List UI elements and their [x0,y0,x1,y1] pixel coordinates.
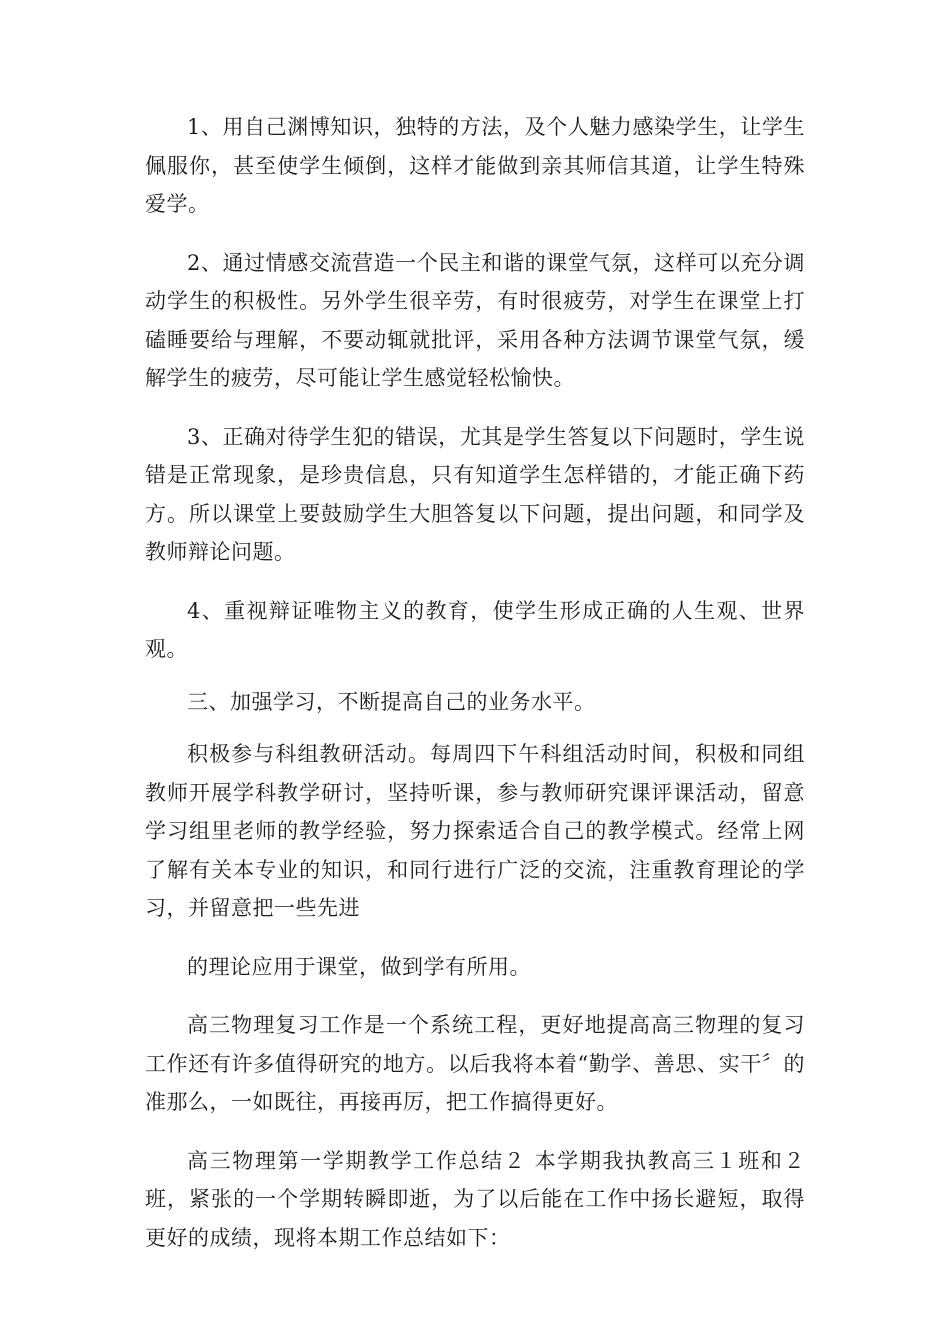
paragraph-7: 高三物理复习工作是一个系统工程，更好地提高高三物理的复习工作还有许多值得研究的地方。以后我将本着“勤学、善思、实干〞的准那么，一如既往，再接再厉，把工作搞得更好。 [145,1013,805,1114]
paragraph-3: 3、正确对待学生犯的错误，尤其是学生答复以下问题时，学生说错是正常现象，是珍贵信息，只有知道学生怎样错的，才能正确下药方。所以课堂上要鼓励学生大胆答复以下问题，提出问题，和同学及教师辩论问题。 [145,424,805,564]
paragraph-8: 高三物理第一学期教学工作总结２ 本学期我执教高三１班和２班，紧张的一个学期转瞬即逝，为了以后能在工作中扬长避短，取得更好的成绩，现将本期工作总结如下： [145,1148,805,1250]
paragraph-2: 2、通过情感交流营造一个民主和谐的课堂气氛，这样可以充分调动学生的积极性。另外学生很辛劳，有时很疲劳，对学生在课堂上打磕睡要给与理解，不要动辄就批评，采用各种方法调节课堂气氛，缓解学生的疲劳，尽可能让学生感觉轻松愉快。 [145,250,805,390]
paragraph-4: 4、重视辩证唯物主义的教育，使学生形成正确的人生观、世界观。 [145,598,805,661]
paragraph-6: 的理论应用于课堂，做到学有所用。 [187,954,531,979]
paragraph-1: 1、用自己渊博知识，独特的方法，及个人魅力感染学生，让学生佩服你，甚至使学生倾倒，这样才能做到亲其师信其道，让学生特殊爱学。 [145,115,805,216]
document-body [145,108,805,1277]
section-heading-3: 三、加强学习，不断提高自己的业务水平。 [187,689,596,714]
paragraph-5: 积极参与科组教研活动。每周四下午科组活动时间，积极和同组教师开展学科教学研讨，坚持听课，参与教师研究课评课活动，留意学习组里老师的教学经验，努力探索适合自己的教学模式。经常上网了解有关本专业的知识，和同行进行广泛的交流，注重教育理论的学习，并留意把一些先进 [145,742,805,920]
